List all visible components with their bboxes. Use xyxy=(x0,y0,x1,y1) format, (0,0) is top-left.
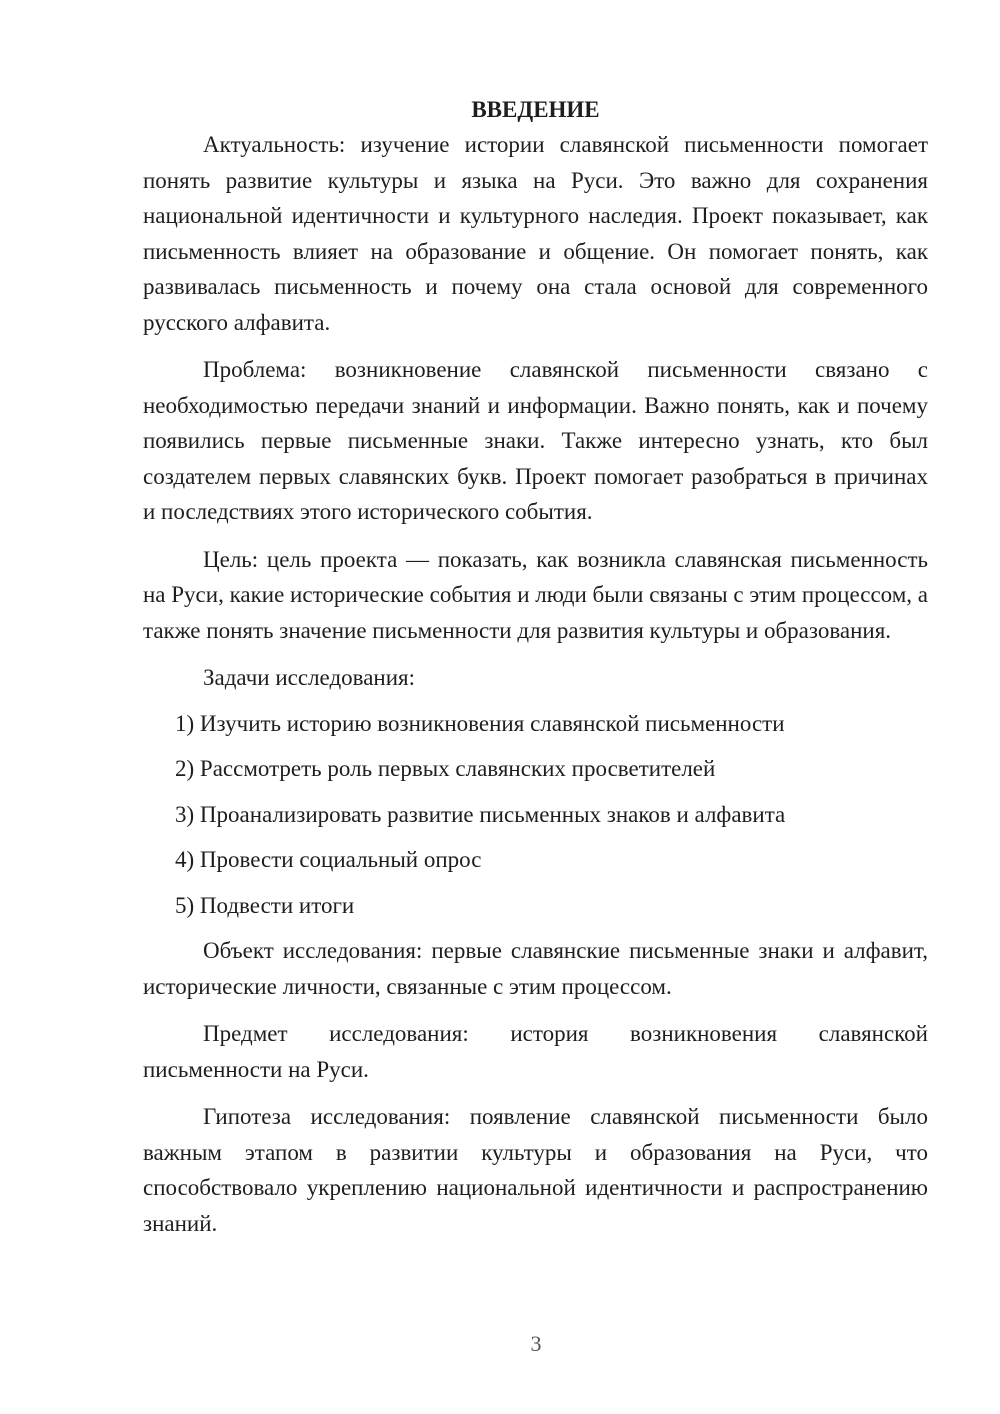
relevance-paragraph: Актуальность: изучение истории славянской письменности помогает понять развитие культуры и языка на Руси. Это важно для сохранения национальной идентичности и культурного наследия. Проект показывает, как письменность влияет на образование и общение. Он помогает понять, как развивалась письменность и почему она стала основой для современного русского алфавита. xyxy=(143,132,928,335)
tasks-heading: Задачи исследования: xyxy=(203,665,416,690)
problem-paragraph: Проблема: возникновение славянской письменности связано с необходимостью передачи знаний и информации. Важно понять, как и почему появились первые письменные знаки. Также интересно узнать, кто был создателем первых славянских букв. Проект помогает разобраться в причинах и последствиях этого исторического события. xyxy=(143,357,928,524)
object-paragraph: Объект исследования: первые славянские письменные знаки и алфавит, исторические личности, связанные с этим процессом. xyxy=(143,938,928,999)
page-content xyxy=(143,92,928,1253)
goal-paragraph: Цель: цель проекта — показать, как возникла славянская письменность на Руси, какие исторические события и люди были связаны с этим процессом, а также понять значение письменности для развития культуры и образования. xyxy=(143,546,928,643)
task-item: 4) Провести социальный опрос xyxy=(175,847,482,872)
hypothesis-paragraph: Гипотеза исследования: появление славянской письменности было важным этапом в развитии культуры и образования на Руси, что способствовало укреплению национальной идентичности и распространению знаний. xyxy=(143,1104,928,1236)
section-title: ВВЕДЕНИЕ xyxy=(471,97,600,122)
tasks-list xyxy=(143,706,928,923)
page-number: 3 xyxy=(530,1331,542,1356)
task-item: 5) Подвести итоги xyxy=(175,892,355,918)
task-item: 2) Рассмотреть роль первых славянских просветителей xyxy=(175,756,716,781)
task-item: 1) Изучить историю возникновения славянской письменности xyxy=(175,710,785,736)
task-item: 3) Проанализировать развитие письменных знаков и алфавита xyxy=(175,801,786,827)
subject-paragraph: Предмет исследования: история возникновения славянской письменности на Руси. xyxy=(143,1021,928,1082)
